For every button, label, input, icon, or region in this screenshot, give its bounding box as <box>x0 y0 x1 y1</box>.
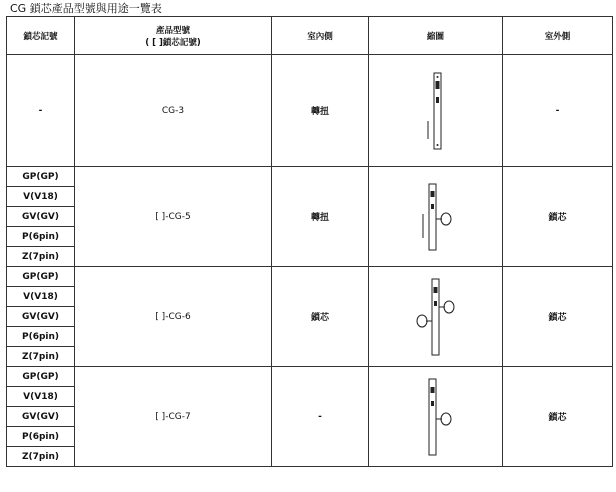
header-model-line1: 產品型號 <box>155 25 190 36</box>
code-cell: V(V18) <box>7 187 75 207</box>
lock-body-diagram-cg6-icon <box>406 277 466 357</box>
header-model <box>75 17 272 55</box>
code-cell: Z(7pin) <box>7 347 75 367</box>
lock-body-diagram-cg7-icon <box>411 377 461 457</box>
indoor-cell: 鎖芯 <box>272 267 369 367</box>
code-cell: GV(GV) <box>7 407 75 427</box>
indoor-cell: 轉扭 <box>272 55 369 167</box>
code-cell: GV(GV) <box>7 207 75 227</box>
code-cell: GV(GV) <box>7 307 75 327</box>
diagram-cell <box>369 55 503 167</box>
indoor-cell: - <box>272 367 369 467</box>
code-cell: V(V18) <box>7 387 75 407</box>
diagram-cell <box>369 367 503 467</box>
table-row <box>7 167 613 187</box>
code-cell: V(V18) <box>7 287 75 307</box>
outdoor-cell: - <box>503 55 613 167</box>
code-cell: P(6pin) <box>7 227 75 247</box>
table-row <box>7 55 613 167</box>
code-cell: Z(7pin) <box>7 247 75 267</box>
lock-body-diagram-cg3-icon <box>416 71 456 151</box>
header-row <box>7 17 613 55</box>
lock-body-diagram-cg5-icon <box>411 182 461 252</box>
header-indoor: 室內側 <box>272 17 369 55</box>
code-cell: GP(GP) <box>7 167 75 187</box>
page-title: CG 鎖芯產品型號與用途一覽表 <box>10 2 162 15</box>
code-cell: Z(7pin) <box>7 447 75 467</box>
header-diagram: 縮圖 <box>369 17 503 55</box>
model-cell: CG-3 <box>75 55 272 167</box>
diagram-cell <box>369 167 503 267</box>
model-cell: [ ]-CG-6 <box>75 267 272 367</box>
code-cell: P(6pin) <box>7 427 75 447</box>
code-cell: GP(GP) <box>7 267 75 287</box>
header-model-line2: ( [ ]鎖芯記號) <box>145 37 201 48</box>
code-cell: - <box>7 55 75 167</box>
code-cell: P(6pin) <box>7 327 75 347</box>
table-row <box>7 267 613 287</box>
header-code: 鎖芯記號 <box>7 17 75 55</box>
model-cell: [ ]-CG-7 <box>75 367 272 467</box>
header-outdoor: 室外側 <box>503 17 613 55</box>
outdoor-cell: 鎖芯 <box>503 267 613 367</box>
product-table <box>6 16 613 467</box>
outdoor-cell: 鎖芯 <box>503 367 613 467</box>
outdoor-cell: 鎖芯 <box>503 167 613 267</box>
model-cell: [ ]-CG-5 <box>75 167 272 267</box>
code-cell: GP(GP) <box>7 367 75 387</box>
indoor-cell: 轉扭 <box>272 167 369 267</box>
diagram-cell <box>369 267 503 367</box>
table-row <box>7 367 613 387</box>
